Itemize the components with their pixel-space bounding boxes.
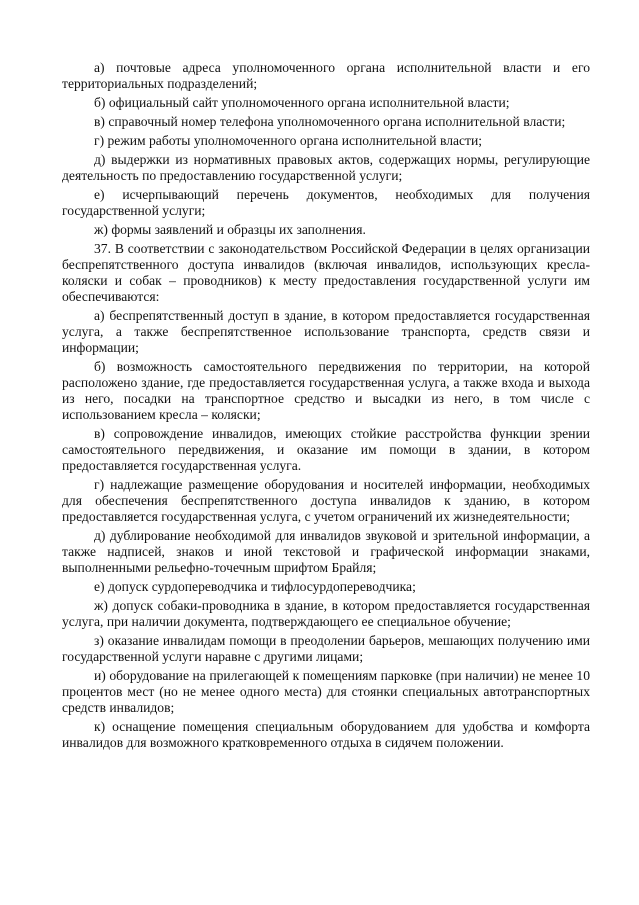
paragraph-37-item-d: д) дублирование необходимой для инвалидов звуковой и зрительной информации, а также надписей, знаков и иной текстовой и графической информации знаками, выполненными рельефно-точечным шрифтом Брайля; [62,528,590,575]
paragraph-37-item-zh: ж) допуск собаки-проводника в здание, в котором предоставляется государственная услуга, при наличии документа, подтверждающего ее специальное обучение; [62,598,590,629]
paragraph-37-item-z: з) оказание инвалидам помощи в преодолении барьеров, мешающих получению ими государственной услуги наравне с другими лицами; [62,633,590,664]
paragraph-37-item-k: к) оснащение помещения специальным оборудованием для удобства и комфорта инвалидов для возможного кратковременного отдыха в сидячем положении. [62,719,590,750]
paragraph-37-item-g: г) надлежащие размещение оборудования и носителей информации, необходимых для обеспечения беспрепятственного доступа инвалидов к зданию, в котором предоставляется государственная услуга, с учетом ограничений их жизнедеятельности; [62,477,590,524]
paragraph-37-item-a: а) беспрепятственный доступ в здание, в котором предоставляется государственная услуга, а также беспрепятственное использование транспорта, средств связи и информации; [62,308,590,355]
document-page [62,60,590,754]
paragraph-item-g: г) режим работы уполномоченного органа исполнительной власти; [94,133,483,148]
paragraph-item-zh: ж) формы заявлений и образцы их заполнения. [94,222,366,237]
paragraph-item-v: в) справочный номер телефона уполномоченного органа исполнительной власти; [94,114,566,129]
paragraph-37-item-e: е) допуск сурдопереводчика и тифлосурдопереводчика; [94,579,416,594]
paragraph-item-e: е) исчерпывающий перечень документов, необходимых для получения государственной услуги; [62,187,590,218]
paragraph-item-d: д) выдержки из нормативных правовых актов, содержащих нормы, регулирующие деятельность по предоставлению государственной услуги; [62,152,590,183]
paragraph-point-37: 37. В соответствии с законодательством Российской Федерации в целях организации беспрепятственного доступа инвалидов (включая инвалидов, использующих кресла-коляски и собак – проводников) к месту предоставления государственной услуги им обеспечиваются: [62,241,590,304]
paragraph-37-item-v: в) сопровождение инвалидов, имеющих стойкие расстройства функции зрении самостоятельного передвижения, и оказание им помощи в здании, в котором предоставляется государственная услуга. [62,426,590,473]
paragraph-37-item-b: б) возможность самостоятельного передвижения по территории, на которой расположено здание, где предоставляется государственная услуга, а также входа и выхода из него, посадки на транспортное средство и высадки из него, в том числе с использованием кресла – коляски; [62,359,590,422]
paragraph-37-item-i: и) оборудование на прилегающей к помещениям парковке (при наличии) не менее 10 процентов мест (но не менее одного места) для стоянки специальных автотранспортных средств инвалидов; [62,668,590,715]
paragraph-item-a: а) почтовые адреса уполномоченного органа исполнительной власти и его территориальных подразделений; [62,60,590,91]
paragraph-item-b: б) официальный сайт уполномоченного органа исполнительной власти; [94,95,510,110]
